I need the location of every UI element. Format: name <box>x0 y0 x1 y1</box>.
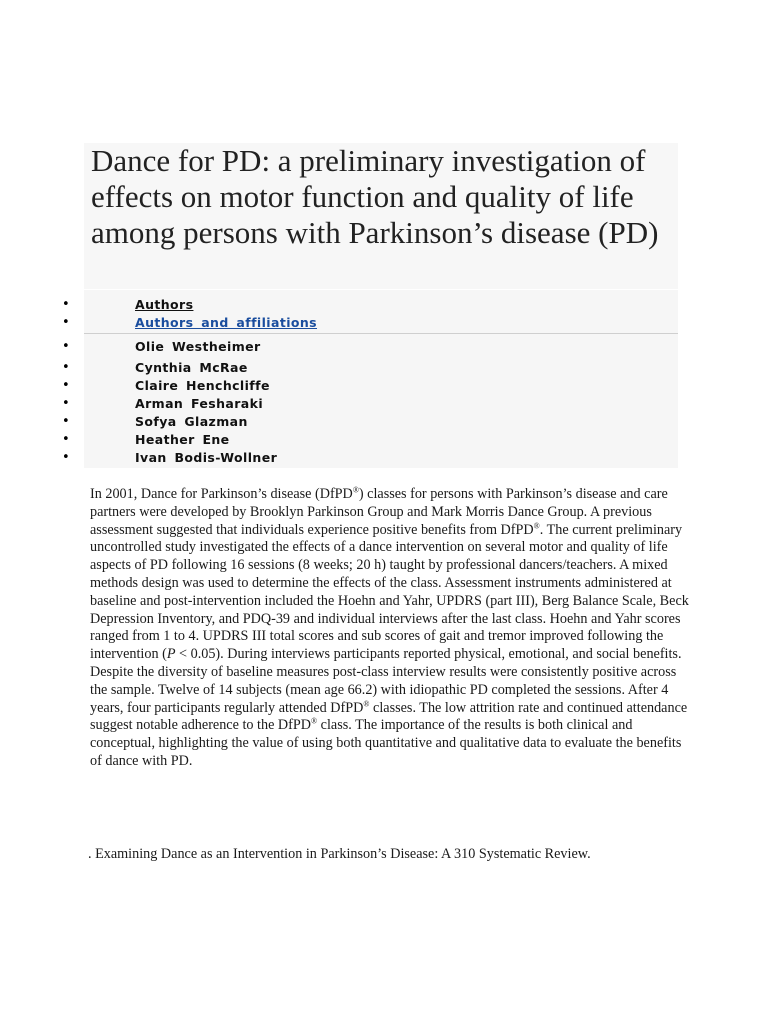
abstract-paragraph <box>90 486 690 771</box>
author-item <box>62 449 678 467</box>
article-title: Dance for PD: a preliminary investigation of effects on motor function and quality of life among persons with Parkinson’s disease (PD) <box>91 143 659 250</box>
bullet-icon: • <box>62 378 70 393</box>
author-item <box>62 359 678 377</box>
author-item <box>62 413 678 431</box>
bullet-icon: • <box>62 297 70 312</box>
divider <box>84 333 678 334</box>
author-name: Olie Westheimer <box>135 339 261 354</box>
title-block <box>84 143 678 289</box>
author-name: Sofya Glazman <box>135 414 248 429</box>
author-item <box>62 431 678 449</box>
bullet-icon: • <box>62 360 70 375</box>
bullet-icon: • <box>62 396 70 411</box>
abstract-text: ) classes for persons with Parkinson’s disease and care partners were developed by Brooklyn Parkinson Group and Mark Morris Dance Group. A previous assessment suggested that individuals experience positive benefits from DfPD <box>90 486 668 538</box>
affiliations-link[interactable]: Authors and affiliations <box>135 315 318 330</box>
nav-item-affiliations[interactable] <box>62 314 678 332</box>
author-item <box>62 377 678 395</box>
bullet-icon: • <box>62 339 70 354</box>
author-name: Cynthia McRae <box>135 360 248 375</box>
abstract-text: class. The importance of the results is both clinical and conceptual, highlighting the value of using both quantitative and qualitative data to evaluate the benefits of dance with PD. <box>90 717 682 769</box>
p-value-symbol: P <box>166 646 176 663</box>
registered-mark: ® <box>311 716 318 726</box>
bullet-icon: • <box>62 432 70 447</box>
bullet-icon: • <box>62 315 70 330</box>
abstract-text: In 2001, Dance for Parkinson’s disease (DfPD <box>90 486 353 502</box>
author-block <box>62 290 678 468</box>
author-item <box>62 338 678 356</box>
author-name: Ivan Bodis-Wollner <box>135 450 278 465</box>
bullet-icon: • <box>62 450 70 465</box>
registered-mark: ® <box>352 485 359 495</box>
author-name: Heather Ene <box>135 432 230 447</box>
nav-item-authors[interactable] <box>62 296 678 314</box>
bullet-icon: • <box>62 414 70 429</box>
reference-line: . Examining Dance as an Intervention in Parkinson’s Disease: A 310 Systematic Review. <box>88 846 591 862</box>
abstract-text: . The current preliminary uncontrolled study investigated the effects of a dance intervention on several motor and quality of life aspects of PD following 16 sessions (8 weeks; 20 h) taught by professional dancers/teachers. A mixed methods design was used to determine the effects of the class. Assessment instruments administered at baseline and post-intervention included the Hoehn and Yahr, UPDRS (part III), Berg Balance Scale, Beck Depression Inventory, and PDQ-39 and individual interviews after the last class. Hoehn and Yahr scores ranged from 1 to 4. UPDRS III total scores and sub scores of gait and tremor improved following the intervention ( <box>90 521 689 663</box>
author-name: Claire Henchcliffe <box>135 378 270 393</box>
author-item <box>62 395 678 413</box>
registered-mark: ® <box>363 698 370 708</box>
authors-link[interactable]: Authors <box>135 297 194 312</box>
registered-mark: ® <box>533 520 540 530</box>
abstract-text: classes. The low attrition rate and continued attendance suggest notable adherence to the DfPD <box>90 699 688 734</box>
author-name: Arman Fesharaki <box>135 396 264 411</box>
abstract-text: < 0.05). During interviews participants reported physical, emotional, and social benefits. Despite the diversity of baseline measures post-class interview results were consistently positive across the sample. Twelve of 14 subjects (mean age 66.2) with idiopathic PD completed the sessions. After 4 years, four participants regularly attended DfPD <box>90 646 682 716</box>
